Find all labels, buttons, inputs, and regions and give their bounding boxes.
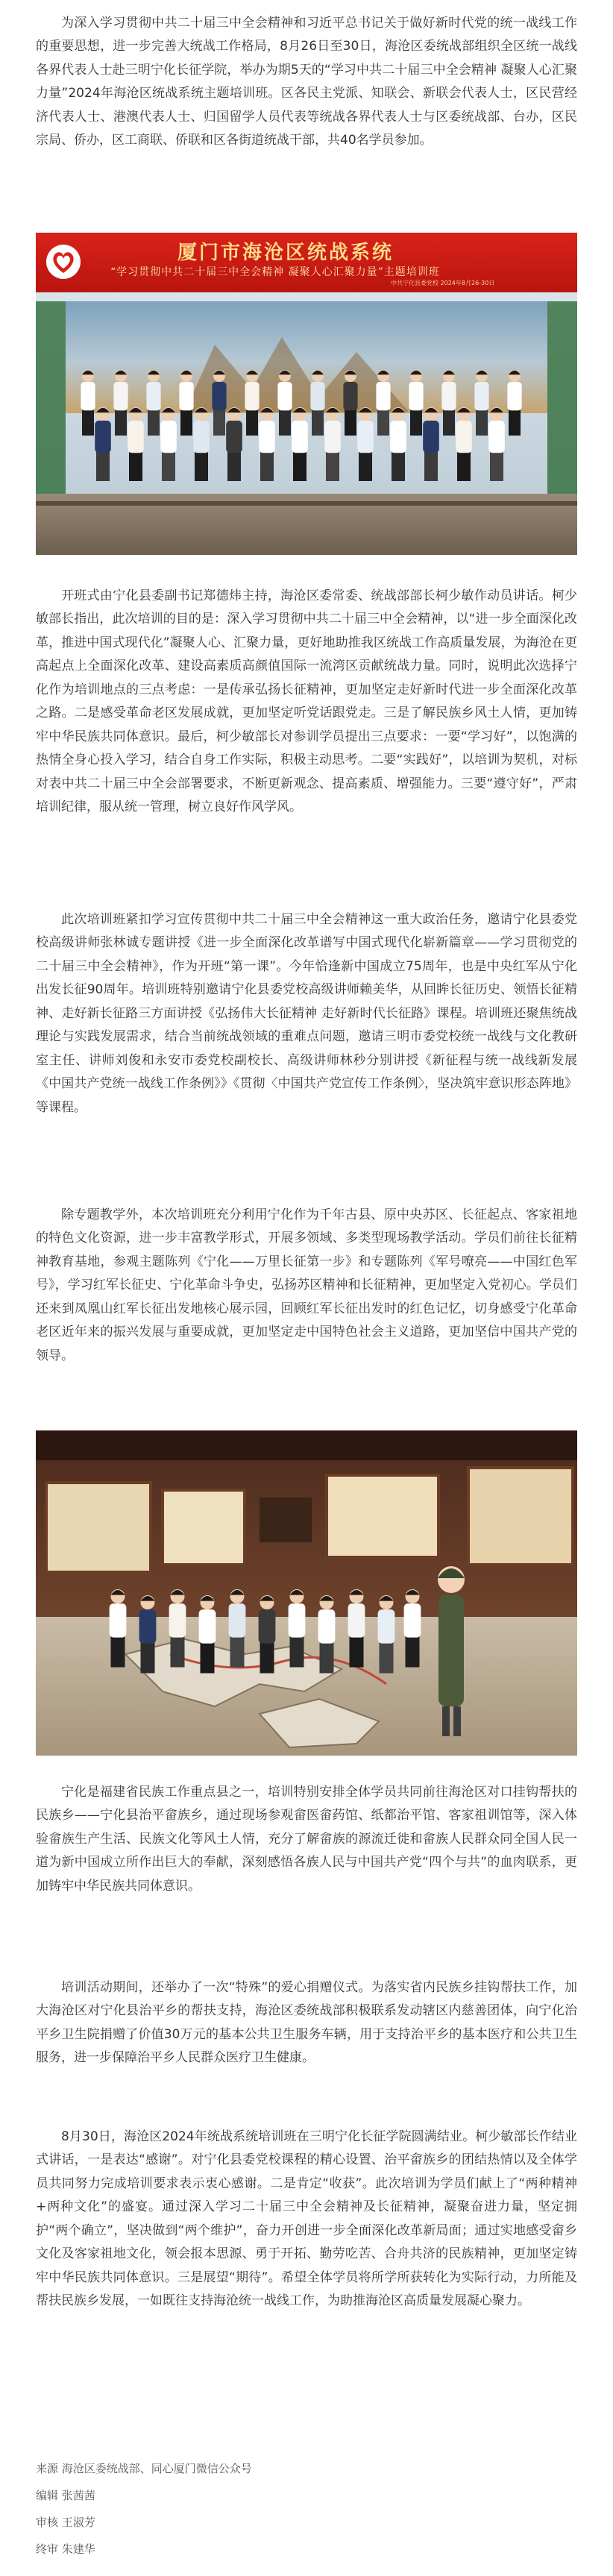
editor-credit (36, 2487, 95, 2504)
plant-left (36, 301, 66, 495)
article-paragraph-2: 开班式由宁化县委副书记郑德炜主持，海沧区委常委、统战部部长柯少敏作动员讲话。柯少敏部长指出，此次培训的目的是：深入学习贯彻中共二十届三中全会精神，以“进一步全面深化改革，推进中国式现代化”凝聚人心、汇聚力量，更好地助推我区统战工作高质量发展，为海沧在更高起点上全面深化改革、建设高素质高颜值国际一流湾区贡献统战力量。同时，说明此次选择宁化作为培训地点的三点考虑：一是传承弘扬长征精神，更加坚定走好新时代进一步全面深化改革之路。二是感受革命老区发展成就，更加坚定听党话跟党走。三是了解民族乡风土人情，更加铸牢中华民族共同体意识。最后，柯少敏部长对参训学员提出三点要求：一要“学习好”，以饱满的热情全身心投入学习，结合自身工作实际，积极主动思考。二要“实践好”，以培训为契机，对标对表中共二十届三中全会部署要求，不断更新观念、提高素质、增强能力。三要“遵守好”，严肃培训纪律，服从统一管理，树立良好作风学风。 (36, 588, 577, 814)
plant-right (547, 301, 577, 495)
final-value: 朱建华 (61, 2542, 95, 2556)
article-paragraph-7: 8月30日，海沧区2024年统战系统培训班在三明宁化长征学院圆满结业。柯少敏部长作结业式讲话，一是表达“感谢”。对宁化县委党校课程的精心设置、治平畲族乡的团结热情以及全体学员共同努力完成培训要求表示衷心感谢。二是肯定“收获”。此次培训为学员们献上了“两种精神+两种文化”的盛宴。通过深入学习二十届三中全会精神及长征精神，凝聚奋进力量，坚定拥护“两个确立”，坚决做到“两个维护”，奋力开创进一步全面深化改革新局面；通过实地感受畲乡文化及客家祖地文化，领会报本思源、勇于开拓、勤劳吃苦、合舟共济的民族精神，更加坚定铸牢中华民族共同体意识。三是展望“期待”。希望全体学员将所学所获转化为实际行动，力所能及帮扶民族乡发展，一如既往支持海沧统一战线工作，为助推海沧区高质量发展凝心聚力。 (36, 2129, 577, 2309)
editor-value: 张茜茜 (61, 2489, 95, 2502)
article-paragraph-5: 宁化是福建省民族工作重点县之一，培训特别安排全体学员共同前往海沧区对口挂钩帮扶的民族乡——宁化县治平畲族乡，通过现场参观畲医畲药馆、纸都治平馆、客家祖训馆等，深入体验畲族生产生活、民族文化等风土人情，充分了解畲族的源流迁徙和畲族人民群众同全国人民一道为新中国成立所作出巨大的奉献，深刻感悟各族人民与中国共产党“四个与共”的血肉联系，更加铸牢中华民族共同体意识。 (36, 1785, 577, 1894)
final-review-credit (36, 2540, 95, 2558)
article-paragraph-1: 为深入学习贯彻中共二十届三中全会精神和习近平总书记关于做好新时代党的统一战线工作的重要思想，进一步完善大统战工作格局，8月26日至30日，海沧区委统战部组织全区统一战线各界代表人士赴三明宁化长征学院，举办为期5天的“学习中共二十届三中全会精神 凝聚人心汇聚力量”2024年海沧区统战系统主题培训班。区各民主党派、知联会、新联会代表人士，区民营经济代表人士、港澳代表人士、归国留学人员代表等统战各界代表人士与区委统战部、台办，区民宗局、侨办，区工商联、侨联和区各街道统战干部，共40名学员参加。 (36, 16, 577, 148)
reviewer-value: 王淑芳 (61, 2516, 95, 2529)
museum-visit-scene (36, 1430, 577, 1756)
source-credit (36, 2460, 252, 2478)
article-paragraph-6: 培训活动期间，还举办了一次“特殊”的爱心捐赠仪式。为落实省内民族乡挂钩帮扶工作，加大海沧区对宁化县治平乡的帮扶支持，海沧区委统战部积极联系发动辖区内慈善团体，向宁化治平乡卫生院捐赠了价值30万元的基本公共卫生服务车辆，用于支持治平乡的基本医疗和公共卫生服务，进一步保障治平乡人民群众医疗卫生健康。 (36, 1980, 577, 2066)
banner-title: 厦门市海沧区统战系统 (177, 242, 394, 264)
article-paragraph-4: 除专题教学外，本次培训班充分利用宁化作为千年古县、原中央苏区、长征起点、客家祖地的特色文化资源，进一步丰富教学形式，开展多领域、多类型现场教学活动。学员们前往长征精神教育基地，参观主题陈列《宁化——万里长征第一步》和专题陈列《军号嘹亮——中国红色军号》，学习红军长征史、宁化革命斗争史，弘扬苏区精神和长征精神，更加坚定入党初心。学员们还来到凤凰山红军长征出发地核心展示园，回顾红军长征出发时的红色记忆，切身感受宁化革命老区近年来的振兴发展与重要成就，更加坚定走中国特色社会主义道路，更加坚信中国共产党的领导。 (36, 1207, 577, 1363)
editor-label: 编辑 (36, 2489, 59, 2502)
reviewer-label: 审核 (36, 2516, 59, 2529)
united-front-logo-icon (45, 243, 82, 280)
group-photo (36, 233, 577, 555)
banner-subtitle: 中共宁化县委党校 2024年8月26-30日 (391, 280, 495, 286)
museum-visit-photo (36, 1430, 577, 1756)
final-label: 终审 (36, 2542, 59, 2556)
article-paragraph-3: 此次培训班紧扣学习宣传贯彻中共二十届三中全会精神这一重大政治任务，邀请宁化县委党校高级讲师张林诚专题讲授《进一步全面深化改革谱写中国式现代化崭新篇章——学习贯彻党的二十届三中全会精神》，作为开班“第一课”。今年恰逢新中国成立75周年，也是中央红军从宁化出发长征90周年。培训班特别邀请宁化县委党校高级讲师赖美华，从回眸长征历史、领悟长征精神、走好新长征路三方面讲授《弘扬伟大长征精神 走好新时代长征路》课程。培训班还聚焦统战理论与实践发展需求，结合当前统战领域的重难点问题，邀请三明市委党校统一战线与文化教研室主任、讲师刘俊和永安市委党校副校长、高级讲师林秒分别讲授《新征程与统一战线新发展《中国共产党统一战线工作条例》》《贯彻〈中国共产党宣传工作条例〉，坚决筑牢意识形态阵地》等课程。 (36, 912, 577, 1115)
source-value: 海沧区委统战部、同心厦门微信公众号 (61, 2462, 252, 2475)
source-label: 来源 (36, 2462, 59, 2475)
banner-theme: “学习贯彻中共二十届三中全会精神 凝聚人心汇聚力量”主题培训班 (110, 266, 440, 278)
training-banner (36, 233, 577, 292)
reviewer-credit (36, 2513, 95, 2531)
